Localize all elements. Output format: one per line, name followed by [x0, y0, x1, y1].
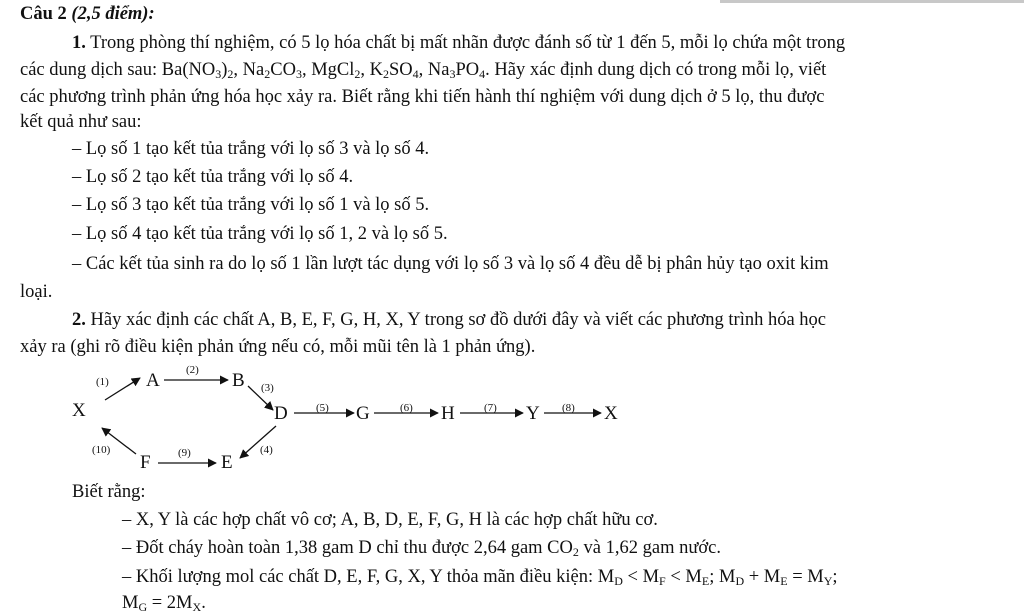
- bullet-5-continuation: loại.: [20, 282, 53, 302]
- part2-line1: [72, 308, 826, 332]
- node-b: B: [232, 370, 245, 391]
- node-g: G: [356, 403, 370, 424]
- bullet-3: – Lọ số 3 tạo kết tủa trắng với lọ số 1 và lọ số 5.: [72, 195, 430, 215]
- part1-number: 1.: [72, 33, 86, 53]
- step-label-5: (5): [316, 402, 329, 414]
- node-x: X: [72, 400, 86, 421]
- node-d: D: [274, 403, 288, 424]
- condition-4: $M_G = 2M_X$.: [122, 593, 206, 614]
- step-label-4: (4): [260, 444, 273, 456]
- node-a: A: [146, 370, 160, 391]
- bullet-1: – Lọ số 1 tạo kết tủa trắng với lọ số 3 và lọ số 4.: [72, 139, 430, 159]
- step-label-8: (8): [562, 402, 575, 414]
- part1-line4: kết quả như sau:: [20, 112, 142, 132]
- window-edge: [720, 0, 1024, 3]
- bullet-4: – Lọ số 4 tạo kết tủa trắng với lọ số 1, 2 và lọ số 5.: [72, 224, 448, 244]
- part1-line1: [72, 31, 845, 55]
- bullet-5: – Các kết tủa sinh ra do lọ số 1 lần lượt tác dụng với lọ số 3 và lọ số 4 đều dễ bị phân hủy tạo oxit kim: [72, 254, 829, 274]
- part1-line2: [20, 58, 826, 82]
- node-f: F: [140, 452, 151, 473]
- part1-text: Trong phòng thí nghiệm, có 5 lọ hóa chất bị mất nhãn được đánh số từ 1 đến 5, mỗi lọ chứa một trong: [90, 33, 846, 53]
- arrow-1: [105, 378, 140, 400]
- part2-line2: xảy ra (ghi rõ điều kiện phản ứng nếu có, mỗi mũi tên là 1 phản ứng).: [20, 337, 536, 357]
- condition-1: – X, Y là các hợp chất vô cơ; A, B, D, E, F, G, H là các hợp chất hữu cơ.: [122, 510, 658, 530]
- node-e: E: [221, 452, 233, 473]
- part1-line3: các phương trình phản ứng hóa học xảy ra. Biết rằng khi tiến hành thí nghiệm với dung dịch ở 5 lọ, thu được: [20, 87, 825, 107]
- question-title: [20, 2, 155, 26]
- node-y: Y: [526, 403, 540, 424]
- bullet-2: – Lọ số 2 tạo kết tủa trắng với lọ số 4.: [72, 167, 354, 187]
- step-label-2: (2): [186, 364, 199, 376]
- step-label-10: (10): [92, 444, 111, 456]
- step-label-7: (7): [484, 402, 497, 414]
- node-x-end: X: [604, 403, 618, 424]
- condition-2: – Đốt cháy hoàn toàn 1,38 gam D chỉ thu được 2,64 gam $CO_2$ và 1,62 gam nước.: [122, 538, 721, 559]
- part2-number: 2.: [72, 310, 86, 330]
- question-points: (2,5 điểm):: [71, 4, 155, 24]
- step-label-3: (3): [261, 382, 274, 394]
- condition-3: – Khối lượng mol các chất D, E, F, G, X, Y thỏa mãn điều kiện: $M_D < M_F < M_E$; $M_D + M_E = M_Y$;: [122, 567, 838, 588]
- step-label-6: (6): [400, 402, 413, 414]
- reaction-scheme: [60, 358, 660, 478]
- part1-line2-tail: . Hãy xác định dung dịch có trong mỗi lọ, viết: [485, 60, 827, 80]
- question-number: Câu 2: [20, 4, 67, 24]
- step-label-1: (1): [96, 376, 109, 388]
- part2-text: Hãy xác định các chất A, B, E, F, G, H, X, Y trong sơ đồ dưới đây và viết các phương trình hóa học: [90, 310, 827, 330]
- known-heading: Biết rằng:: [72, 482, 146, 502]
- node-h: H: [441, 403, 455, 424]
- part1-line2-lead: các dung dịch sau:: [20, 60, 162, 80]
- step-label-9: (9): [178, 447, 191, 459]
- formula-list: $Ba(NO_3)_2$, $Na_2CO_3$, MgCl$_2$, $K_2SO_4$, $Na_3PO_4$: [161, 60, 486, 81]
